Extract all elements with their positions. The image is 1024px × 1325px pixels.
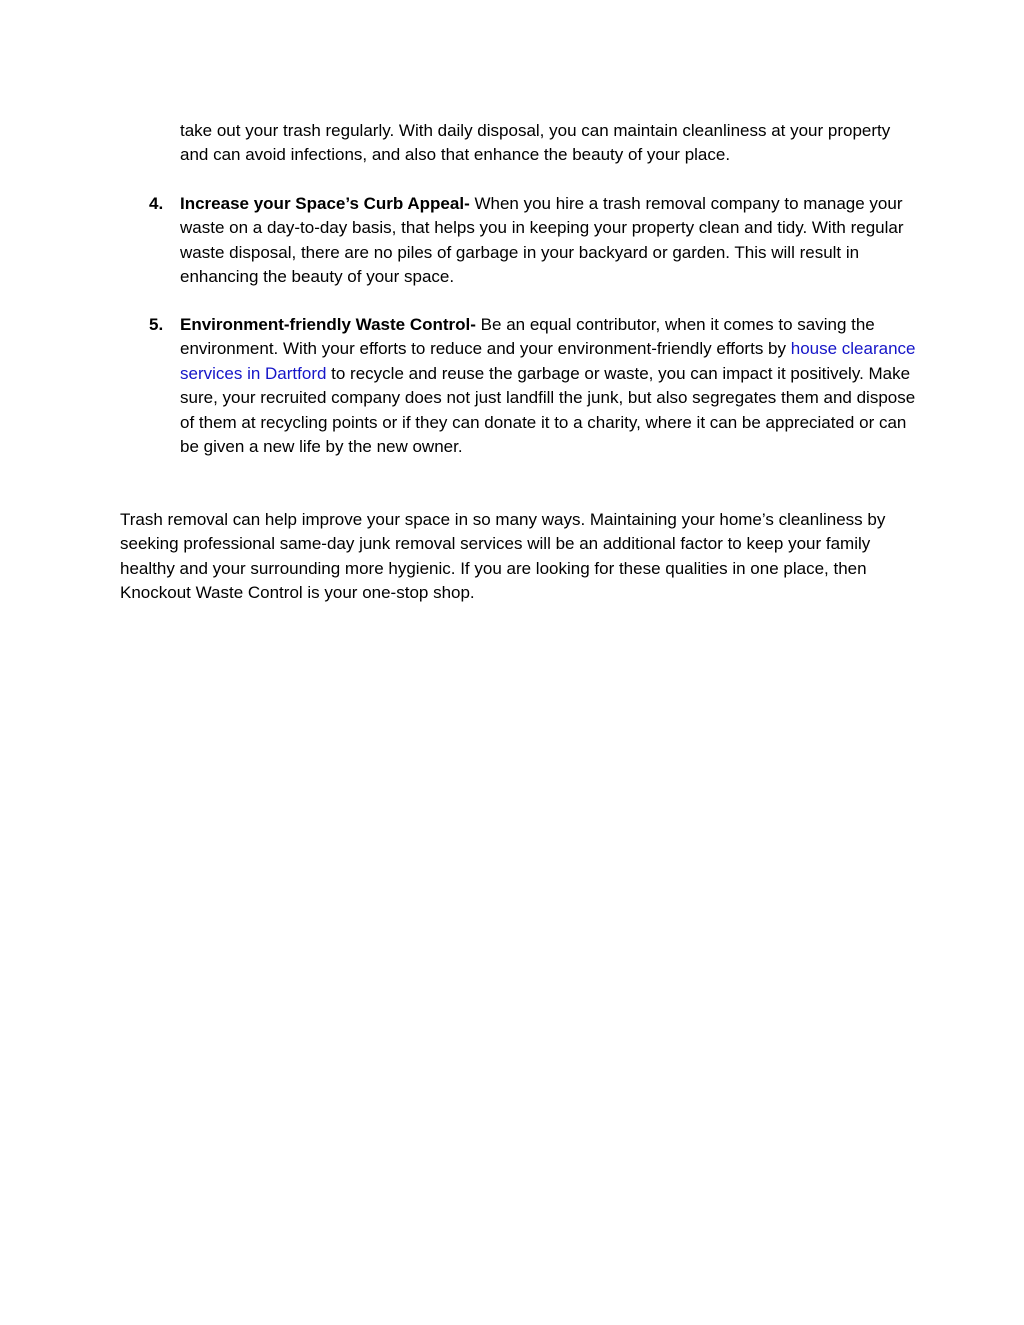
house-clearance-link[interactable]: house clearance services in Dartford — [180, 339, 916, 383]
list-item-heading: Increase your Space’s Curb Appeal- — [180, 194, 470, 213]
closing-paragraph: Trash removal can help improve your space in so many ways. Maintaining your home’s cleanliness by seeking professional same-day junk removal services will be an additional factor to keep your family healthy and your surrounding more hygienic. If you are looking for these qualities in one place, then Knockout Waste Control is your one-stop shop. — [120, 510, 886, 603]
list-item-5 — [149, 313, 920, 459]
list-item-4 — [149, 192, 920, 290]
list-item-body-before-link: Be an equal contributor, when it comes to saving the environment. With your efforts to reduce and your environment-friendly efforts by — [180, 315, 875, 359]
list-item-heading: Environment-friendly Waste Control- — [180, 315, 476, 334]
list-marker: 4. — [149, 194, 164, 213]
list-item-body-after-link: to recycle and reuse the garbage or waste, you can impact it positively. Make sure, your recruited company does not just landfill the junk, but also segregates them and dispose of them at recycling points or if they can donate it to a charity, where it can be appreciated or can be given a new life by the new owner. — [180, 363, 916, 457]
list-marker: 5. — [149, 315, 164, 334]
continuation-paragraph: take out your trash regularly. With daily disposal, you can maintain cleanliness at your property and can avoid infections, and also that enhance the beauty of your place. — [180, 121, 891, 165]
list-item-body: When you hire a trash removal company to manage your waste on a day-to-day basis, that helps you in keeping your property clean and tidy. With regular waste disposal, there are no piles of garbage in your backyard or garden. This will result in enhancing the beauty of your space. — [180, 194, 904, 287]
